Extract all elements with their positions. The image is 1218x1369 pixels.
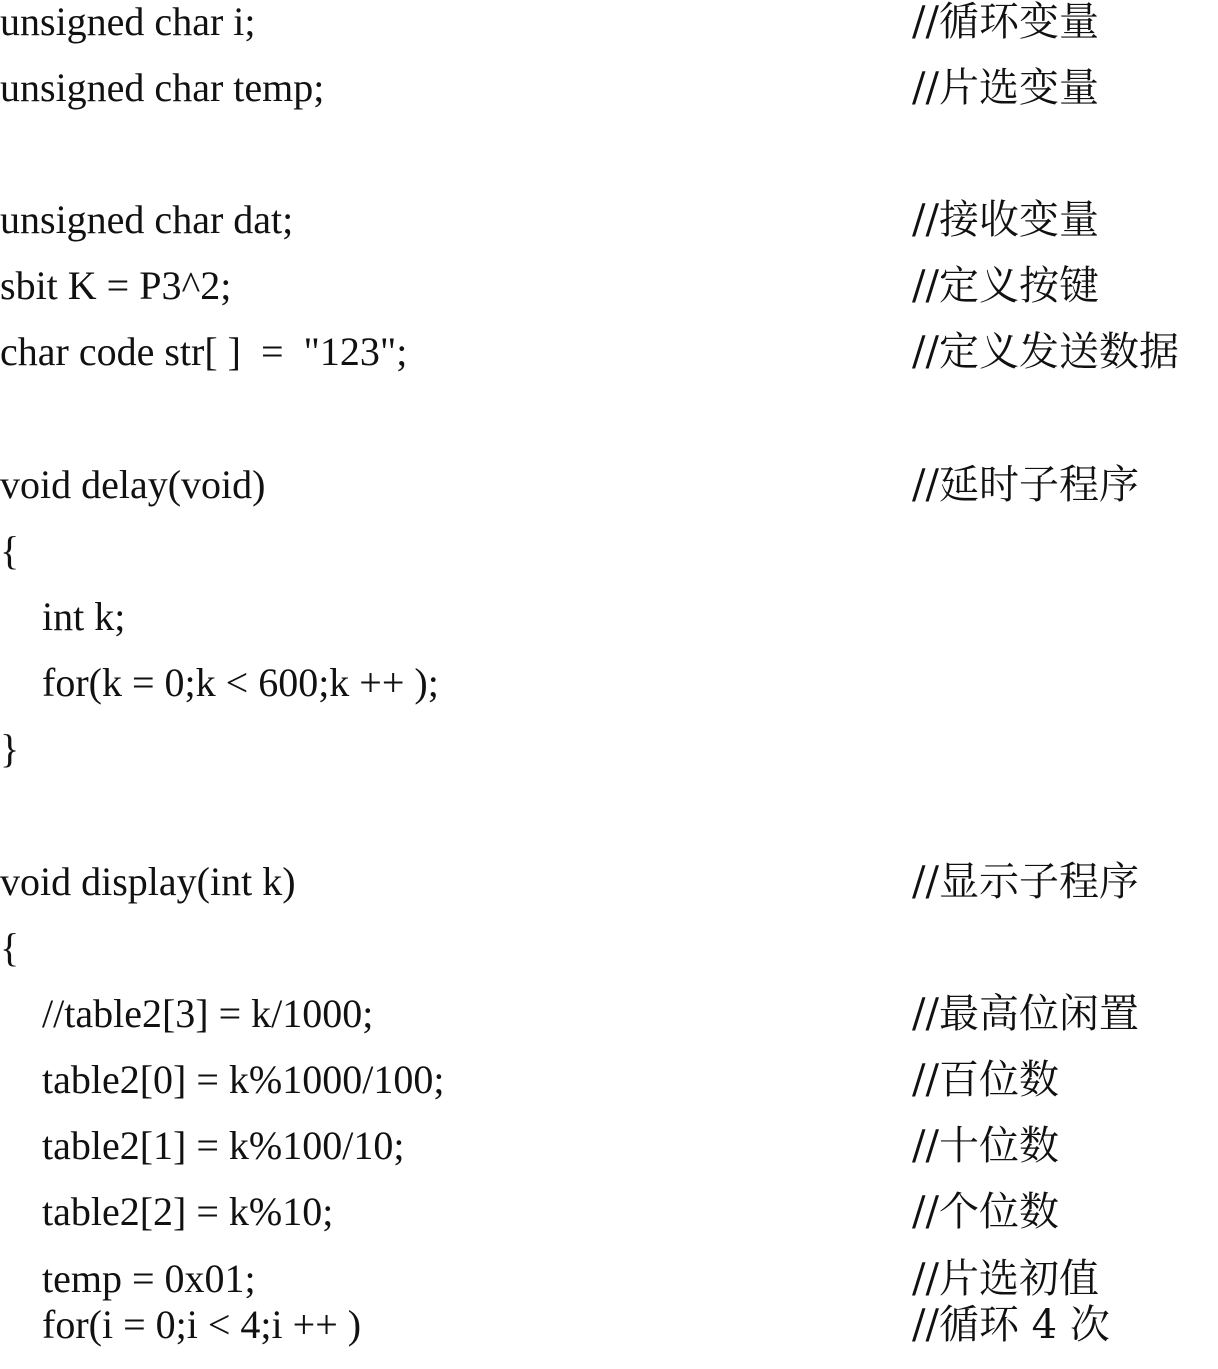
code-text: temp = 0x01;	[42, 1256, 256, 1301]
code-line-8	[0, 463, 1218, 529]
code-line-10	[0, 595, 1218, 661]
code-comment: //接收变量	[912, 197, 1099, 243]
code-text: table2[1] = k%100/10;	[42, 1123, 405, 1168]
code-comment: //延时子程序	[912, 462, 1139, 508]
code-text: unsigned char dat;	[0, 197, 294, 242]
code-text: void display(int k)	[0, 859, 296, 904]
code-line-18	[0, 1124, 1218, 1190]
code-line-14	[0, 860, 1218, 926]
code-text: unsigned char i;	[0, 0, 256, 44]
code-text: void delay(void)	[0, 462, 266, 507]
code-comment: //片选变量	[912, 65, 1099, 111]
blank-line	[0, 132, 1218, 198]
code-line-5	[0, 264, 1218, 330]
code-comment: //定义按键	[912, 263, 1099, 309]
code-text: //table2[3] = k/1000;	[42, 991, 374, 1036]
code-comment: //百位数	[912, 1057, 1059, 1103]
code-line-16	[0, 992, 1218, 1058]
code-line-21	[0, 1303, 1218, 1369]
code-text: sbit K = P3^2;	[0, 263, 232, 308]
blank-line	[0, 396, 1218, 462]
code-comment: //显示子程序	[912, 859, 1139, 905]
code-comment: //片选初值	[912, 1256, 1099, 1302]
code-text: for(k = 0;k < 600;k ++ );	[42, 660, 439, 705]
code-text: char code str[ ] = "123";	[0, 329, 408, 374]
code-line-6	[0, 330, 1218, 396]
code-text: }	[0, 726, 20, 771]
code-text: table2[0] = k%1000/100;	[42, 1057, 445, 1102]
code-line-17	[0, 1058, 1218, 1124]
code-line-4	[0, 198, 1218, 264]
blank-line	[0, 793, 1218, 859]
code-text: {	[0, 528, 20, 573]
code-line-1	[0, 0, 1218, 66]
code-comment: //十位数	[912, 1123, 1059, 1169]
code-text: for(i = 0;i < 4;i ++ )	[42, 1302, 362, 1347]
code-text: unsigned char temp;	[0, 65, 325, 110]
code-line-12	[0, 727, 1218, 793]
code-comment: //循环 4 次	[912, 1302, 1110, 1348]
code-line-2	[0, 66, 1218, 132]
code-comment: //循环变量	[912, 0, 1099, 45]
code-text: table2[2] = k%10;	[42, 1189, 334, 1234]
code-text: {	[0, 925, 20, 970]
code-comment: //个位数	[912, 1189, 1059, 1235]
code-comment: //定义发送数据	[912, 329, 1179, 375]
code-comment: //最高位闲置	[912, 991, 1139, 1037]
code-line-19	[0, 1190, 1218, 1256]
code-line-15	[0, 926, 1218, 992]
code-line-11	[0, 661, 1218, 727]
code-line-9	[0, 529, 1218, 595]
code-text: int k;	[42, 594, 126, 639]
